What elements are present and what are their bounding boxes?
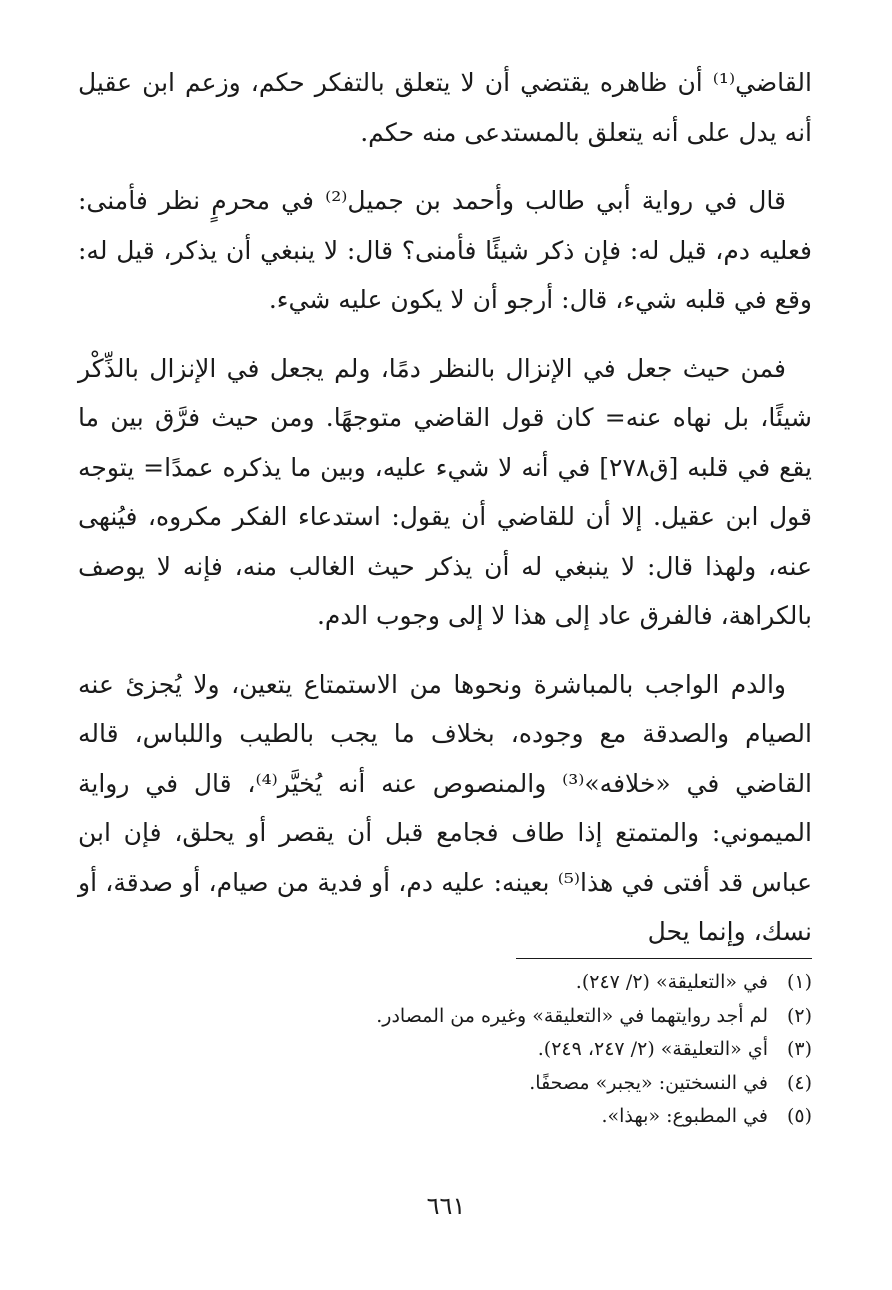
paragraph-4: والدم الواجب بالمباشرة ونحوها من الاستمتاع يتعين، ولا يُجزئ عنه الصيام والصدقة مع وجوده، بخلاف ما يجب بالطيب واللباس، قاله القاضي في «خلافه»⁽³⁾ والمنصوص عنه أنه يُخيَّر⁽⁴⁾، قال في رواية الميموني: والمتمتع إذا طاف فجامع قبل أن يقصر أو يحلق، فإن ابن عباس قد أفتى في هذا⁽⁵⁾ بعينه: عليه دم، أو فدية من صيام، أو صدقة، أو نسك، وإنما يحل [78, 669, 813, 946]
footnote-text: لم أجد روايتهما في «التعليقة» وغيره من المصادر. [376, 1004, 768, 1027]
footnote-text: في النسختين: «يجبر» مصحفًا. [529, 1071, 768, 1094]
main-text [78, 58, 812, 957]
footnote-number: (٤) [786, 1071, 812, 1094]
footnote-number: (١) [786, 971, 812, 993]
page-body [78, 58, 812, 976]
footnote-number: (٣) [786, 1038, 812, 1060]
page-number: ٦٦١ [426, 1192, 466, 1220]
paragraph-3: فمن حيث جعل في الإنزال بالنظر دمًا، ولم يجعل في الإنزال بالذِّكْر شيئًا، بل نهاه عنه= كان قول القاضي متوجهًا. ومن حيث فرَّق بين ما يقع في قلبه [ق٢٧٨] في أنه لا شيء عليه، وبين ما يذكره عمدًا= يتوجه قول ابن عقيل. إلا أن للقاضي أن يقول: استدعاء الفكر مكروه، فيُنهى عنه، ولهذا قال: لا ينبغي له أن يذكر حيث الغالب منه، فإنه لا يوصف بالكراهة، فالفرق عاد إلى هذا لا إلى وجوب الدم. [78, 353, 812, 630]
footnote-2 [80, 1000, 812, 1034]
footnote-1 [80, 966, 812, 1000]
footnotes [80, 966, 812, 1134]
footnote-separator [516, 958, 812, 959]
footnote-number: (٥) [786, 1105, 812, 1127]
footnote-number: (٢) [786, 1004, 812, 1027]
paragraph-2: قال في رواية أبي طالب وأحمد بن جميل⁽²⁾ في محرمٍ نظر فأمنى: فعليه دم، قيل له: فإن ذكر شيئًا فأمنى؟ قال: لا ينبغي أن يذكر، قيل له: وقع في قلبه شيء، قال: أرجو أن لا يكون عليه شيء. [78, 186, 812, 314]
footnote-5 [80, 1100, 812, 1134]
footnote-text: في المطبوع: «بهذا». [601, 1105, 768, 1127]
footnote-3 [80, 1033, 812, 1067]
footnote-4 [80, 1067, 812, 1101]
footnote-text: أي «التعليقة» (٢/ ٢٤٧، ٢٤٩). [537, 1038, 768, 1060]
paragraph-1: القاضي⁽¹⁾ أن ظاهره يقتضي أن لا يتعلق بالتفكر حكم، وزعم ابن عقيل أنه يدل على أنه يتعلق بالمستدعى منه حكم. [78, 68, 812, 147]
footnote-text: في «التعليقة» (٢/ ٢٤٧). [575, 971, 768, 993]
